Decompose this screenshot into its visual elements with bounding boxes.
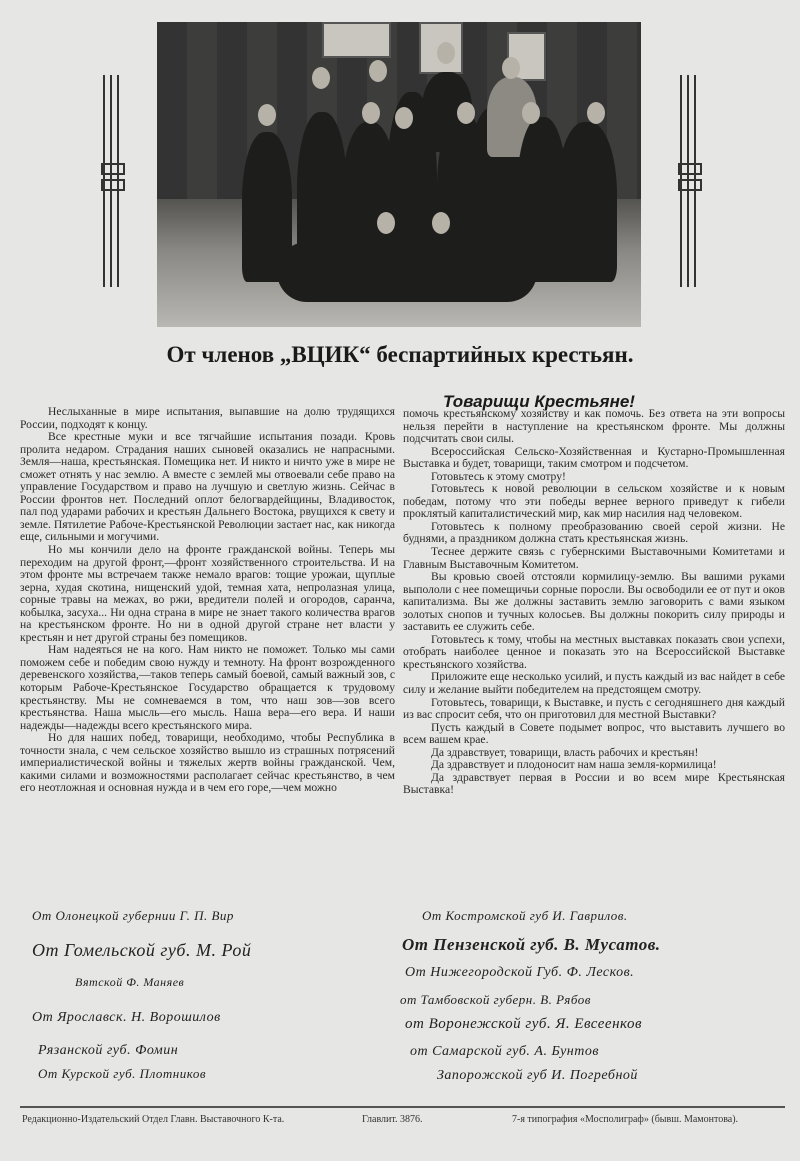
signature: От Нижегородской Губ. Ф. Лесков.	[405, 965, 635, 980]
footer-printer: 7-я типография «Мосполиграф» (бывш. Мамонтова).	[512, 1114, 739, 1125]
paragraph: Готовьтесь к полному преобразованию своей серой жизни. Не буднями, а праздником должна стать крестьянская жизнь.	[403, 519, 785, 546]
footer-rule	[20, 1106, 785, 1108]
greeting-heading: Товарищи Крестьяне!	[443, 392, 635, 411]
paragraph: Все крестные муки и все тягчайшие испытания позади. Кровь пролита недаром. Страдания наших сыновей оказались не напрасными. Земля—наша, крестьянская. Помещика нет. И никто и ничто уже в мире не сможет отнять у нас землю. А вместе с землей мы отвоевали себе право на управление Государством и право на лучшую и светлую жизнь. Сейчас в России фронтов нет. Последний оплот белогвардейщины, Владивосток, пал под ударами рабочих и крестьян Дальнего Востока, рвущихся к свету и земле. Пятилетие Рабоче-Крестьянской Революции застает нас, как никогда еще, сильными и могучими.	[20, 430, 395, 544]
slogan: Да здравствует первая в России и во всем мире Крестьянская Выставка!	[403, 770, 785, 797]
art-deco-ornament-left	[96, 75, 126, 287]
document-title: От членов „ВЦИК“ беспартийных крестьян.	[166, 342, 634, 367]
signature: Вятской Ф. Маняев	[75, 975, 185, 989]
paragraph: Приложите еще несколько усилий, и пусть каждый из вас найдет в себе силу и желание выйти победителем на предстоящем смотру.	[403, 670, 785, 697]
slogan: Да здравствует и плодоносит нам наша земля-кормилица!	[431, 758, 717, 772]
signature: Рязанской губ. Фомин	[38, 1043, 179, 1058]
signature: от Воронежской губ. Я. Евсеенков	[405, 1016, 642, 1032]
signature: От Костромской губ И. Гаврилов.	[422, 908, 628, 923]
slogan: Да здравствует, товарищи, власть рабочих и крестьян!	[431, 745, 699, 759]
paragraph: Готовьтесь к новой революции в сельском хозяйстве и к новым победам, потому что эти победы вернее верного приведут к гибели проклятый капиталистический мир, как мир насилия над человеком.	[403, 482, 785, 521]
paragraph: Нам надеяться не на кого. Нам никто не поможет. Только мы сами поможем себе и победим свою нужду и темноту. На фронт возрожденного деревенского хозяйства,—таков теперь самый боевой, самый важный зов, с которым Рабоче-Крестьянское Государство обращается к трудовому крестьянству. Мы не сомневаемся в том, что наш зов—зов всего крестьянства. Наша мысль—его мысль. Наша вера—его вера. И наши надежды—надежды всего крестьянского мира.	[20, 643, 395, 732]
paragraph: Но мы кончили дело на фронте гражданской войны. Теперь мы переходим на другой фронт,—фронт хозяйственного строительства. И на этом фронте мы встречаем также немало врагов: тощие урожаи, щуплые зерна, худая скотина, нищенский удой, темная хата, непролазная улица, сорные травы на межах, во ржи, вредители полей и огородов, саранча, кобылка, засуха... Ни одна страна в мире не знает такого количества врагов на крестьянском фронте. Но ни в одной другой стране нет власти у крестьян и нет другой страны без помещиков.	[20, 543, 395, 644]
footer-glavlit: Главлит. 3876.	[362, 1114, 423, 1125]
group-photo	[157, 22, 641, 327]
paragraph: Неслыханные в мире испытания, выпавшие на долю трудящихся России, подходят к концу.	[20, 405, 395, 431]
signature: Запорожской губ И. Погребной	[437, 1068, 638, 1083]
paragraph: Вы кровью своей отстояли кормилицу-землю. Вы вашими руками выпололи с нее помещичьи сорные поросли. Вы освободили ее от пут и оков капитализма. Вы же должны заставить землю заговорить с вами языком золотых снопов и тучных колосьев. Вы должны покорить силу природы и заставить ее служить себе.	[403, 570, 785, 634]
paragraph: Пусть каждый в Совете подымет вопрос, что выставить лучшего во всем вашем крае.	[403, 720, 785, 747]
wall-poster	[322, 22, 391, 58]
signature: от Самарской губ. А. Бунтов	[410, 1044, 599, 1059]
signature: От Гомельской губ. М. Рой	[32, 940, 252, 960]
left-column	[20, 406, 395, 795]
paragraph: Готовьтесь к тому, чтобы на местных выставках показать свои успехи, отобрать наиболее ценное и показать это на Всероссийской Выставке крестьянского хозяйства.	[403, 632, 785, 671]
paragraph: Но для наших побед, товарищи, необходимо, чтобы Республика в точности знала, с чем сельское хозяйство вышло из страшных потрясений империалистической войны и тяжелых жертв войны гражданской. Чем, какими силами и возможностями располагает сейчас крестьянство, в чем его неотложная и основная нужда и в чем его горе,—чем можно	[20, 731, 395, 795]
paragraph: Готовьтесь, товарищи, к Выставке, и пусть с сегодняшнего дня каждый из вас спросит себя, что он приготовил для местной Выставки?	[403, 695, 785, 722]
paragraph: Теснее держите связь с губернскими Выставочными Комитетами и Главным Выставочным Комитетом.	[403, 545, 785, 571]
signature: От Олонецкой губернии Г. П. Вир	[32, 908, 234, 923]
footer-publisher: Редакционно-Издательский Отдел Главн. Выставочного К-та.	[22, 1114, 285, 1125]
paragraph: помочь крестьянскому хозяйству и как помочь. Без ответа на эти вопросы нельзя перейти в наступление на крестьянском фронте. Мы должны подсчитать свои силы.	[403, 407, 785, 446]
signature: От Пензенской губ. В. Мусатов.	[402, 935, 661, 954]
paragraph: Готовьтесь к этому смотру!	[431, 469, 566, 483]
signature: От Курской губ. Плотников	[38, 1066, 206, 1081]
signature: От Ярославск. Н. Ворошилов	[32, 1010, 221, 1025]
right-column	[403, 408, 785, 797]
signature: от Тамбовской губерн. В. Рябов	[400, 992, 591, 1007]
paragraph: Всероссийская Сельско-Хозяйственная и Кустарно-Промышленная Выставка и будет, товарищи, таким смотром и подсчетом.	[403, 444, 785, 471]
art-deco-ornament-right	[673, 75, 703, 287]
